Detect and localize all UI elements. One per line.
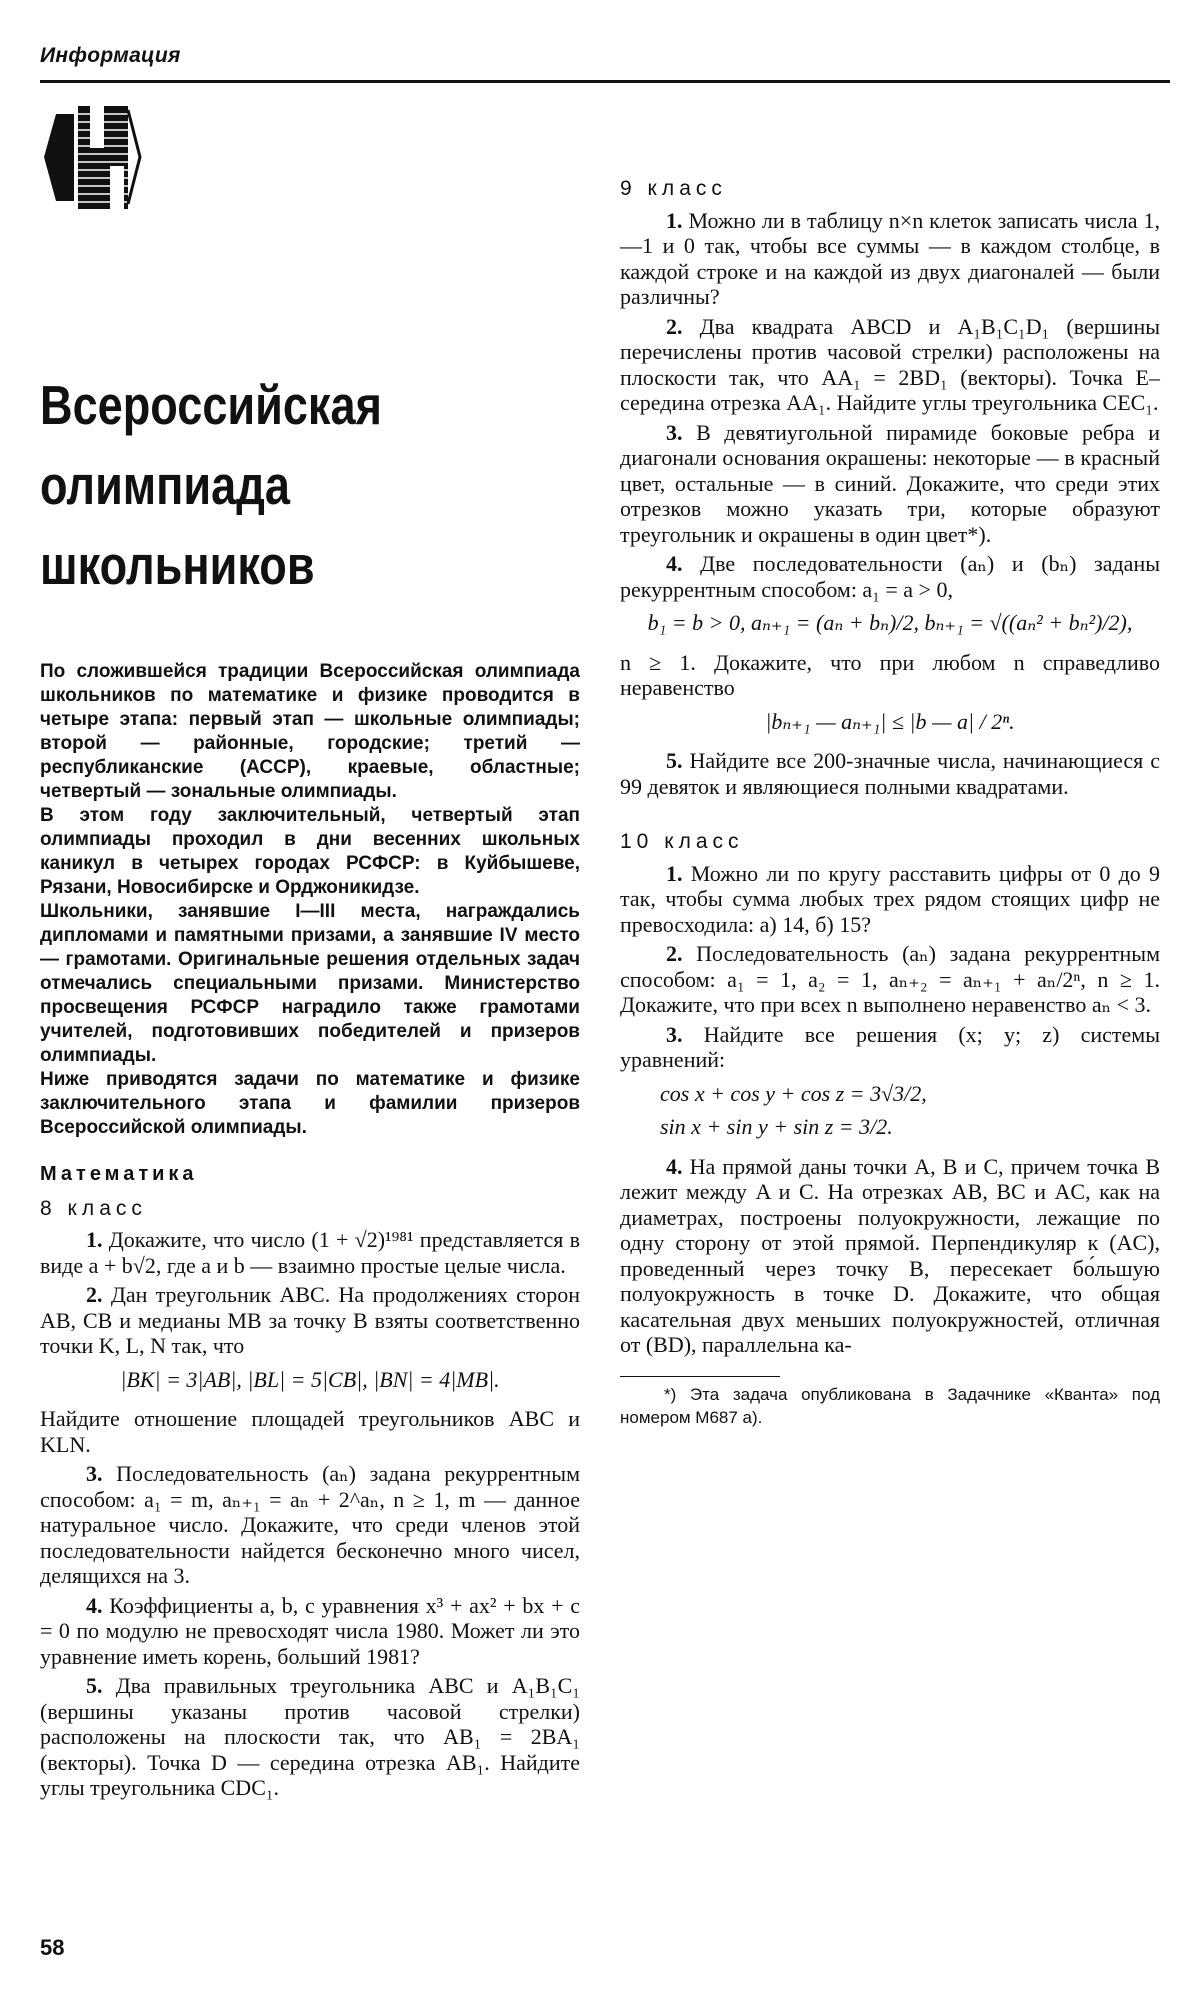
- section-label: Информация: [40, 44, 181, 67]
- problem: [620, 1022, 1160, 1073]
- problem-text: Две последовательности (aₙ) и (bₙ) заданы рекуррентным способом: a₁ = a > 0,: [620, 551, 1161, 602]
- right-column: [620, 118, 1160, 1429]
- intro-text: [40, 660, 580, 1140]
- problem: [620, 1154, 1160, 1358]
- problem: [620, 208, 1160, 310]
- problem: [40, 1461, 580, 1589]
- formula: |bₙ₊₁ — aₙ₊₁| ≤ |b — a| / 2ⁿ.: [765, 708, 1015, 734]
- problem-continuation: n ≥ 1. Докажите, что при любом n справедливо неравенство: [620, 649, 1160, 700]
- grade-heading: 10 класс: [620, 830, 744, 853]
- problem-number: 4.: [666, 1153, 683, 1179]
- problem-number: 3.: [86, 1461, 103, 1486]
- problem-text: Последовательность (aₙ) задана рекуррентным способом: a₁ = m, aₙ₊₁ = aₙ + 2^aₙ, n ≥ 1, m — данное натуральное число. Докажите, что среди членов этой последовательности найдется бесконечно много чисел, делящихся на 3.: [40, 1461, 581, 1588]
- page-header: [40, 38, 1170, 83]
- article-title: [40, 365, 466, 605]
- intro-paragraph: В этом году заключительный, четвертый этап олимпиады проходил в дни весенних школьных каникул в четырех городах РСФСР: в Куйбышеве, Рязани, Новосибирске и Орджоникидзе.: [40, 805, 580, 898]
- page-number: 58: [40, 1935, 65, 1960]
- problem-number: 2.: [666, 941, 683, 966]
- problem: [40, 1282, 580, 1359]
- problem-text: Коэффициенты a, b, c уравнения x³ + ax² + bx + c = 0 по модулю не превосходят числа 1980. Может ли это уравнение иметь корень, больший 1981?: [40, 1592, 581, 1669]
- problem-number: 2.: [666, 313, 683, 339]
- subject-heading: Математика: [40, 1163, 198, 1185]
- problem-text: Можно ли в таблицу n×n клеток записать числа 1, —1 и 0 так, чтобы все суммы — в каждом столбце, в каждой строке и на каждой из двух диагоналей — были различны?: [620, 207, 1161, 309]
- problem-number: 3.: [666, 1021, 683, 1047]
- grade-heading: 9 класс: [620, 177, 727, 200]
- problem-text: В девятиугольной пирамиде боковые ребра и диагонали основания окрашены: некоторые — в красный цвет, остальные — в синий. Докажите, что среди этих отрезков можно указать три, которые образуют треугольник и окрашены в один цвет*).: [620, 419, 1161, 547]
- problem: [40, 1673, 580, 1801]
- problem-text: На прямой даны точки A, B и C, причем точка B лежит между A и C. На отрезках AB, BC и AC, как на диаметрах, построены полуокружности, лежащие по одну сторону от этой прямой. Перпендикуляр к (AC), проведенный через точку B, пересекает бо́льшую полуокружность в точке D. Докажите, что общая касательная двух меньших полуокружностей, отличная от (BD), параллельна ка-: [620, 1153, 1160, 1357]
- problem: [620, 941, 1160, 1018]
- problem-number: 1.: [666, 860, 683, 886]
- problem-number: 4.: [666, 551, 683, 576]
- problem-text: Два квадрата ABCD и A₁B₁C₁D₁ (вершины перечислены против часовой стрелки) расположены на плоскости так, что AA₁ = 2BD₁ (векторы). Точка E–середина отрезка AA₁. Найдите углы треугольника CEC₁.: [620, 313, 1160, 415]
- problem-text: Дан треугольник ABC. На продолжениях сторон AB, CB и медианы MB за точку B взяты соответственно точки K, L, N так, что: [40, 1282, 580, 1358]
- formula: cos x + cos y + cos z = 3√3/2,: [660, 1080, 927, 1106]
- formula: sin x + sin y + sin z = 3/2.: [660, 1114, 893, 1139]
- intro-paragraph: По сложившейся традиции Всероссийская олимпиада школьников по математике и физике проводится в четыре этапа: первый этап — школьные олимпиады; второй — районные, городские; третий — республиканские (АССР), краевые, областные; четвертый — зональные олимпиады.: [40, 661, 580, 802]
- footnote-divider: [620, 1376, 780, 1377]
- problem-text: Последовательность (aₙ) задана рекуррентным способом: a₁ = 1, a₂ = 1, aₙ₊₂ = aₙ₊₁ + aₙ/2ⁿ, n ≥ 1. Докажите, что при всех n выполнено неравенство aₙ < 3.: [620, 941, 1161, 1017]
- problem: [40, 1593, 580, 1670]
- problem-number: 4.: [86, 1592, 103, 1618]
- problem-number: 3.: [666, 419, 683, 445]
- problem: [620, 420, 1160, 548]
- problem: [40, 1227, 580, 1278]
- problem-text: Можно ли по кругу расставить цифры от 0 до 9 так, чтобы сумма любых трех рядом стоящих цифр не превосходила: а) 14, б) 15?: [620, 860, 1160, 937]
- problem-number: 5.: [86, 1673, 103, 1698]
- grade-heading: 8 класс: [40, 1196, 147, 1220]
- problem: [620, 551, 1160, 602]
- title-line: Всероссийская: [40, 374, 382, 436]
- problem-number: 5.: [666, 748, 683, 773]
- problem: [620, 748, 1160, 799]
- formula: |BK| = 3|AB|, |BL| = 5|CB|, |BN| = 4|MB|.: [120, 1366, 500, 1392]
- problem-text: Найдите все 200-значные числа, начинающиеся с 99 девяток и являющиеся полными квадратами.: [620, 748, 1160, 799]
- section-logo-icon: [40, 100, 145, 215]
- problem-continuation: Найдите отношение площадей треугольников ABC и KLN.: [40, 1406, 580, 1457]
- intro-paragraph: Ниже приводятся задачи по математике и физике заключительного этапа и фамилии призеров Всероссийской олимпиады.: [40, 1069, 580, 1138]
- problem-text: Два правильных треугольника ABC и A₁B₁C₁ (вершины указаны против часовой стрелки) расположены на плоскости так, что AB₁ = 2BA₁ (векторы). Точка D — середина отрезка AB₁. Найдите углы треугольника CDC₁.: [40, 1673, 581, 1800]
- problem: [620, 861, 1160, 938]
- title-line: олимпиада: [40, 454, 290, 516]
- footnote: *) Эта задача опубликована в Задачнике «Кванта» под номером М687 а).: [620, 1384, 1160, 1427]
- problem-text: Докажите, что число (1 + √2)¹⁹⁸¹ представляется в виде a + b√2, где a и b — взаимно простые целые числа.: [40, 1227, 580, 1278]
- problem-text: Найдите все решения (x; y; z) системы уравнений:: [620, 1021, 1160, 1072]
- intro-paragraph: Школьники, занявшие I—III места, награждались дипломами и памятными призами, а занявшие IV место — грамотами. Оригинальные решения отдельных задач отмечались специальными призами. Министерство просвещения РСФСР наградило также грамотами учителей, подготовивших победителей и призеров олимпиады.: [40, 901, 580, 1066]
- problem-number: 1.: [666, 207, 683, 233]
- problem-number: 1.: [86, 1227, 103, 1252]
- title-line: школьников: [40, 534, 315, 596]
- left-column: [40, 660, 580, 1805]
- problem-number: 2.: [86, 1282, 103, 1307]
- formula: b₁ = b > 0, aₙ₊₁ = (aₙ + bₙ)/2, bₙ₊₁ = √((aₙ² + bₙ²)/2),: [647, 610, 1133, 635]
- problem: [620, 314, 1160, 416]
